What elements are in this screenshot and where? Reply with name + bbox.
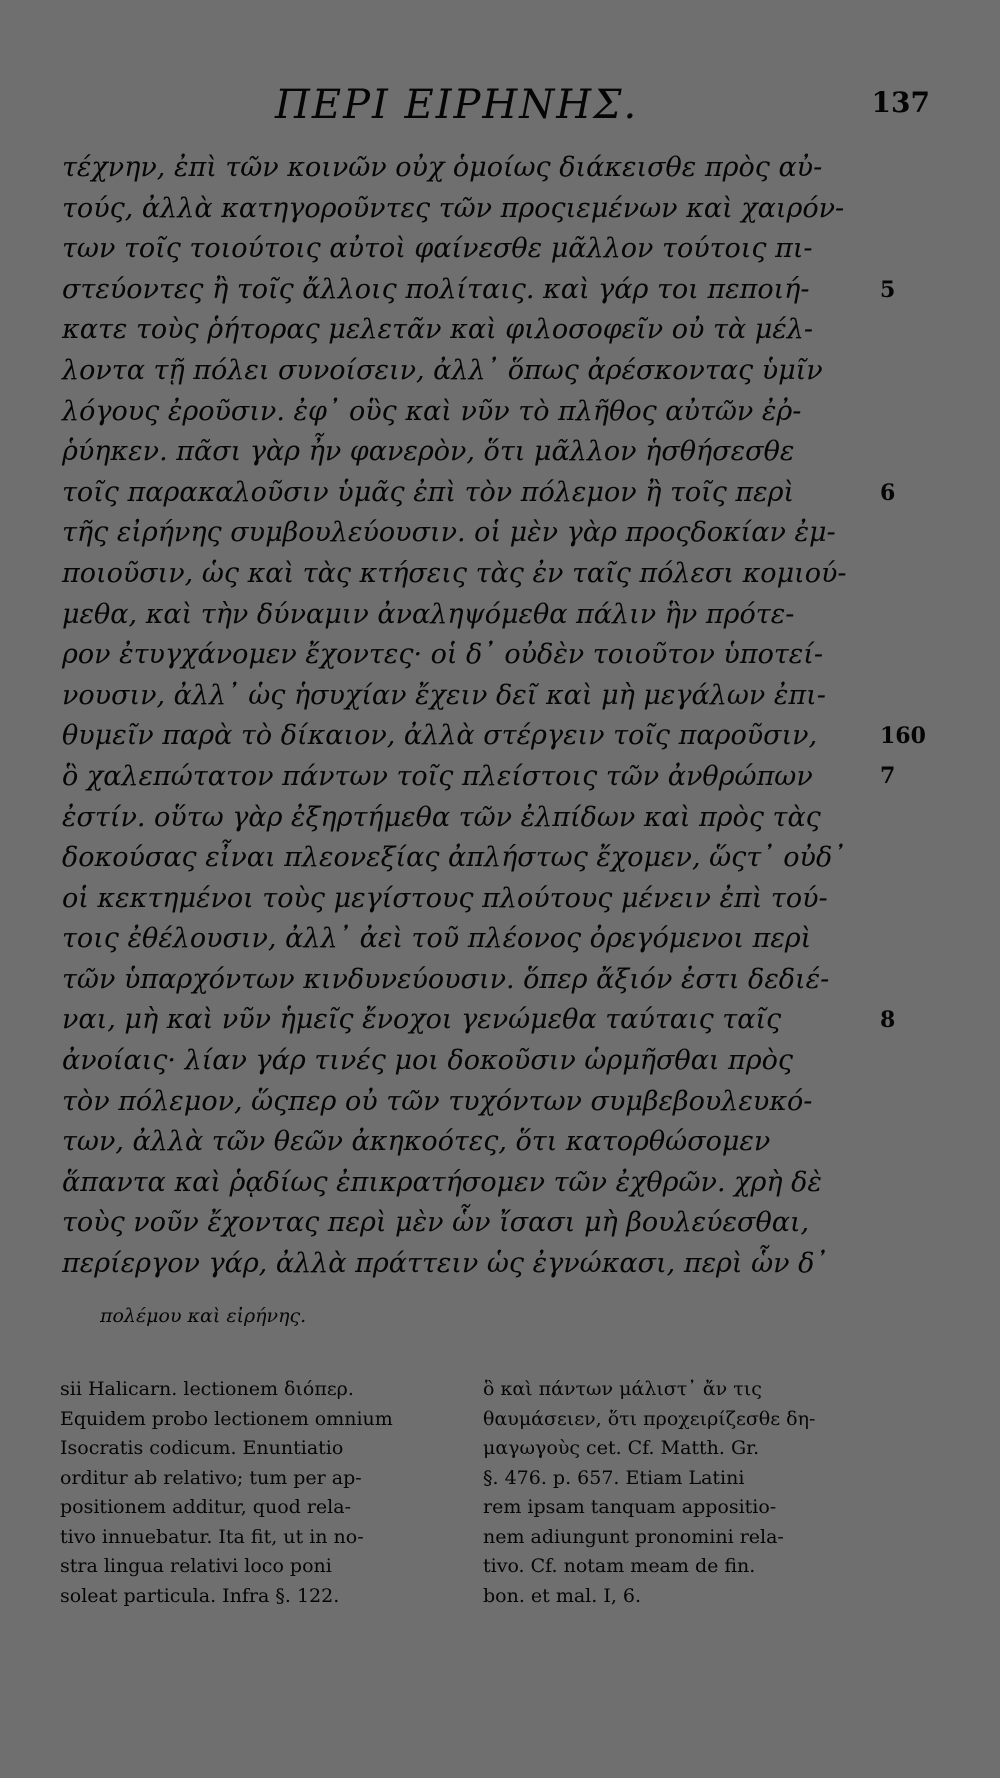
main-text bbox=[62, 148, 872, 1285]
note-line: Equidem probo lectionem omnium bbox=[60, 1407, 393, 1430]
text-line: λοντα τῇ πόλει συνοίσειν, ἀλλ᾽ ὅπως ἀρέσκοντας ὑμῖν bbox=[62, 354, 823, 386]
text-line: ἅπαντα καὶ ῥᾳδίως ἐπικρατήσομεν τῶν ἐχθρῶν. χρὴ δὲ bbox=[62, 1166, 822, 1198]
section-number: 5 bbox=[880, 277, 896, 303]
section-number: 6 bbox=[880, 480, 896, 506]
text-line: περίεργον γάρ, ἀλλὰ πράττειν ὡς ἐγνώκασι, περὶ ὧν δ᾽ bbox=[62, 1248, 828, 1280]
text-line: στεύοντες ἢ τοῖς ἄλλοις πολίταις. καὶ γάρ τοι πεποιή- bbox=[62, 273, 810, 305]
text-line: νουσιν, ἀλλ᾽ ὡς ἡσυχίαν ἔχειν δεῖ καὶ μὴ μεγάλων ἐπι- bbox=[62, 679, 826, 711]
note-line: positionem additur, quod rela- bbox=[60, 1496, 351, 1518]
text-line: ῥύηκεν. πᾶσι γὰρ ἦν φανερὸν, ὅτι μᾶλλον ἡσθήσεσθε bbox=[62, 436, 795, 468]
note-line: stra lingua relativi loco poni bbox=[60, 1555, 332, 1577]
note-line: orditur ab relativo; tum per ap- bbox=[60, 1466, 362, 1489]
text-line: ἐστίν. οὕτω γὰρ ἐξηρτήμεθα τῶν ἐλπίδων καὶ πρὸς τὰς bbox=[62, 801, 821, 833]
note-line: tivo. Cf. notam meam de fin. bbox=[483, 1555, 756, 1577]
text-line: τὸν πόλεμον, ὥςπερ οὐ τῶν τυχόντων συμβεβουλευκό- bbox=[62, 1085, 813, 1117]
text-line: ὃ χαλεπώτατον πάντων τοῖς πλείστοις τῶν ἀνθρώπων bbox=[62, 760, 813, 792]
text-line: τοὺς νοῦν ἔχοντας περὶ μὲν ὧν ἴσασι μὴ βουλεύεσθαι, bbox=[62, 1207, 810, 1239]
note-line: §. 476. p. 657. Etiam Latini bbox=[483, 1466, 745, 1489]
section-number: 8 bbox=[880, 1007, 896, 1033]
page-ref-number: 160 bbox=[880, 723, 926, 749]
text-line: δοκούσας εἶναι πλεονεξίας ἀπλήστως ἔχομεν, ὥςτ᾽ οὐδ᾽ bbox=[62, 842, 846, 874]
text-line: των, ἀλλὰ τῶν θεῶν ἀκηκοότες, ὅτι κατορθώσομεν bbox=[62, 1126, 771, 1158]
text-line: τέχνην, ἐπὶ τῶν κοινῶν οὐχ ὁμοίως διάκεισθε πρὸς αὐ- bbox=[62, 152, 823, 183]
text-line: τῆς εἰρήνης συμβουλεύουσιν. οἱ μὲν γὰρ προςδοκίαν ἐμ- bbox=[62, 517, 836, 549]
text-line: μεθα, καὶ τὴν δύναμιν ἀναληψόμεθα πάλιν ἣν πρότε- bbox=[62, 598, 795, 630]
running-head: ΠΕΡΙ ΕΙΡΗΝΗΣ. bbox=[275, 82, 639, 128]
text-line: των τοῖς τοιούτοις αὐτοὶ φαίνεσθε μᾶλλον τούτοις πι- bbox=[62, 233, 813, 265]
note-line: μαγωγοὺς cet. Cf. Matth. Gr. bbox=[483, 1437, 760, 1459]
text-line: τούς, ἀλλὰ κατηγοροῦντες τῶν προςιεμένων καὶ χαιρόν- bbox=[62, 192, 845, 224]
text-line: λόγους ἐροῦσιν. ἐφ᾽ οὓς καὶ νῦν τὸ πλῆθος αὐτῶν ἐῤ- bbox=[62, 395, 802, 427]
text-line: ποιοῦσιν, ὡς καὶ τὰς κτήσεις τὰς ἐν ταῖς πόλεσι κομιού- bbox=[62, 557, 847, 589]
footnotes bbox=[60, 1375, 890, 1605]
footnote-column-left bbox=[60, 1375, 460, 1611]
page-number: 137 bbox=[871, 86, 930, 119]
text-line: ρον ἐτυγχάνομεν ἔχοντες· οἱ δ᾽ οὐδὲν τοιοῦτον ὑποτεί- bbox=[62, 639, 823, 671]
text-line: ἀνοίαις· λίαν γάρ τινές μοι δοκοῦσιν ὡρμῆσθαι πρὸς bbox=[62, 1045, 794, 1077]
text-line: κατε τοὺς ῥήτορας μελετᾶν καὶ φιλοσοφεῖν οὐ τὰ μέλ- bbox=[62, 314, 814, 346]
section-number: 7 bbox=[880, 763, 896, 789]
note-line: tivo innuebatur. Ita fit, ut in no- bbox=[60, 1525, 364, 1548]
note-line: bon. et mal. I, 6. bbox=[483, 1584, 642, 1607]
text-line: θυμεῖν παρὰ τὸ δίκαιον, ἀλλὰ στέργειν τοῖς παροῦσιν, bbox=[62, 720, 818, 752]
text-line: τῶν ὑπαρχόντων κινδυνεύουσιν. ὅπερ ἄξιόν ἐστι δεδιέ- bbox=[62, 963, 830, 995]
note-line: nem adiungunt pronomini rela- bbox=[483, 1525, 784, 1548]
note-line: θαυμάσειεν, ὅτι προχειρίζεσθε δη- bbox=[483, 1407, 816, 1430]
note-line: Isocratis codicum. Enuntiatio bbox=[60, 1437, 344, 1459]
note-line: soleat particula. Infra §. 122. bbox=[60, 1584, 340, 1607]
text-line: τοῖς παρακαλοῦσιν ὑμᾶς ἐπὶ τὸν πόλεμον ἢ τοῖς περὶ bbox=[62, 476, 795, 508]
text-line: τοις ἐθέλουσιν, ἀλλ᾽ ἀεὶ τοῦ πλέονος ὀρεγόμενοι περὶ bbox=[62, 923, 812, 955]
note-line: rem ipsam tanquam appositio- bbox=[483, 1496, 777, 1518]
note-line: sii Halicarn. lectionem διόπερ. bbox=[60, 1378, 354, 1400]
text-line: ναι, μὴ καὶ νῦν ἡμεῖς ἔνοχοι γενώμεθα ταύταις ταῖς bbox=[62, 1004, 782, 1036]
note-line: ὃ καὶ πάντων μάλιστ᾽ ἄν τις bbox=[483, 1378, 762, 1400]
footnote-lemma: πολέμου καὶ εἰρήνης. bbox=[100, 1305, 307, 1327]
footnote-column-right bbox=[483, 1375, 883, 1611]
page-header bbox=[60, 82, 930, 132]
text-line: οἱ κεκτημένοι τοὺς μεγίστους πλούτους μένειν ἐπὶ τού- bbox=[62, 882, 828, 914]
